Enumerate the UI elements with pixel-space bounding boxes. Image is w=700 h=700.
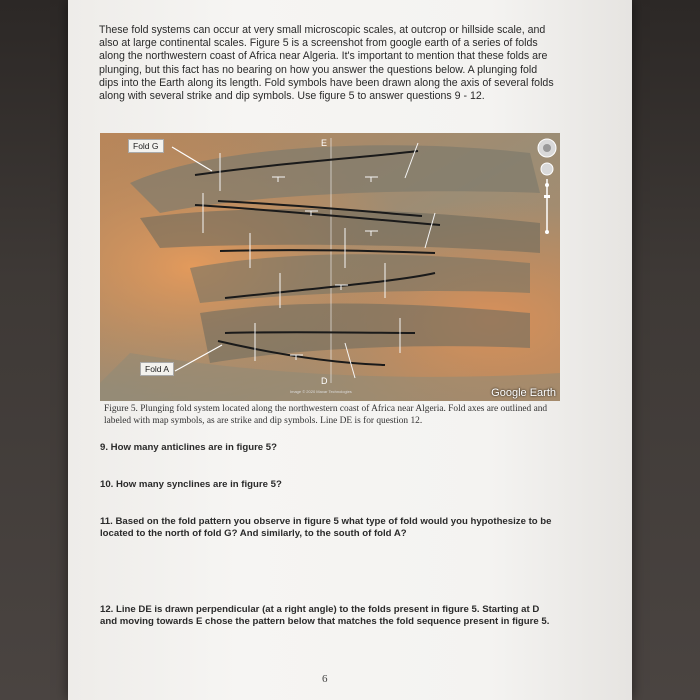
question-12: 12. Line DE is drawn perpendicular (at a right angle) to the folds present in figure 5. Starting at D and moving towards E chose the pattern below that matches the fold sequence present in figure 5. [100, 604, 550, 628]
point-e-label: E [321, 138, 328, 148]
fold-g-label: Fold G [128, 139, 164, 153]
question-10: 10. How many synclines are in figure 5? [100, 479, 282, 490]
fold-a-label: Fold A [140, 362, 174, 376]
page-number: 6 [322, 673, 328, 685]
zoom-slider-icon [536, 137, 558, 237]
question-11: 11. Based on the fold pattern you observe in figure 5 what type of fold would you hypothesize to be located to the north of fold G? And similarly, to the south of fold A? [100, 516, 552, 540]
figure-5-satellite-image [100, 133, 560, 401]
point-d-label: D [321, 376, 328, 386]
figure-caption: Figure 5. Plunging fold system located along the northwestern coast of Africa near Algeria. Fold axes are outlined and labeled with map symbols, as are strike and dip symbols. Line DE is for question 12. [104, 404, 548, 426]
intro-paragraph: These fold systems can occur at very small microscopic scales, at outcrop or hillside scale, and also at large continental scales. Figure 5 is a screenshot from google earth of a series of folds along the northwestern coast of Africa near Algeria. It's important to mention that these folds are plunging, but this fact has no bearing on how you answer the questions below. A plunging fold dips into the Earth along its length. Fold symbols have been drawn along the axis of several folds along with several strike and dip symbols. Use figure 5 to answer questions 9 - 12. [99, 24, 554, 103]
google-earth-logo: Google Earth [491, 387, 556, 399]
map-navigation-control[interactable] [536, 137, 558, 237]
question-9: 9. How many anticlines are in figure 5? [100, 442, 278, 453]
imagery-credit: Image © 2020 Maxar Technologies [290, 389, 352, 394]
satellite-map [100, 133, 560, 401]
